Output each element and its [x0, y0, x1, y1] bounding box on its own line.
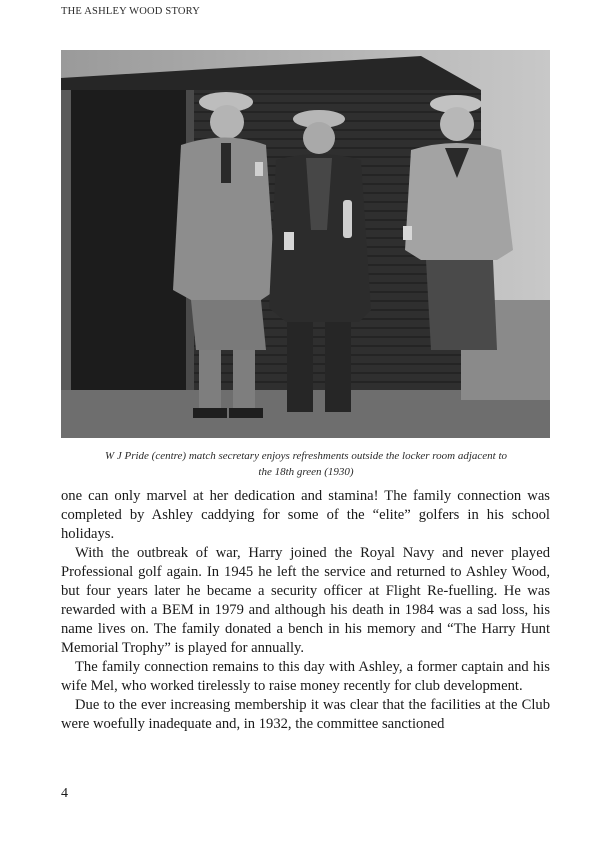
paragraph-3: The family connection remains to this day with Ashley, a former captain and his wife Mel, who worked tirelessly to raise money recently for club development. — [61, 659, 550, 694]
caption-line-1: W J Pride (centre) match secretary enjoys refreshments outside the locker room adjacent to — [104, 450, 508, 462]
historic-photograph — [61, 50, 550, 438]
running-head: THE ASHLEY WOOD STORY — [61, 6, 201, 17]
caption-line-2: the 18th green (1930) — [258, 466, 354, 478]
paragraph-4: Due to the ever increasing membership it was clear that the facilities at the Club were woefully inadequate and, in 1932, the committee sanctioned — [61, 697, 550, 732]
paragraph-1: one can only marvel at her dedication and stamina! The family connection was completed by Ashley caddying for some of the “elite” golfers in his school holidays. — [61, 488, 550, 542]
paragraph-2: With the outbreak of war, Harry joined the Royal Navy and never played Professional golf again. In 1945 he left the service and returned to Ashley Wood, but four years later he became a security officer at Flight Re-fuelling. He was rewarded with a BEM in 1979 and although his death in 1984 was a sad loss, his name lives on. The family donated a bench in his memory and “The Harry Hunt Memorial Trophy” is played for annually. — [61, 545, 550, 656]
body-text — [61, 487, 550, 734]
page-number: 4 — [61, 786, 68, 801]
photo-caption — [70, 448, 542, 480]
